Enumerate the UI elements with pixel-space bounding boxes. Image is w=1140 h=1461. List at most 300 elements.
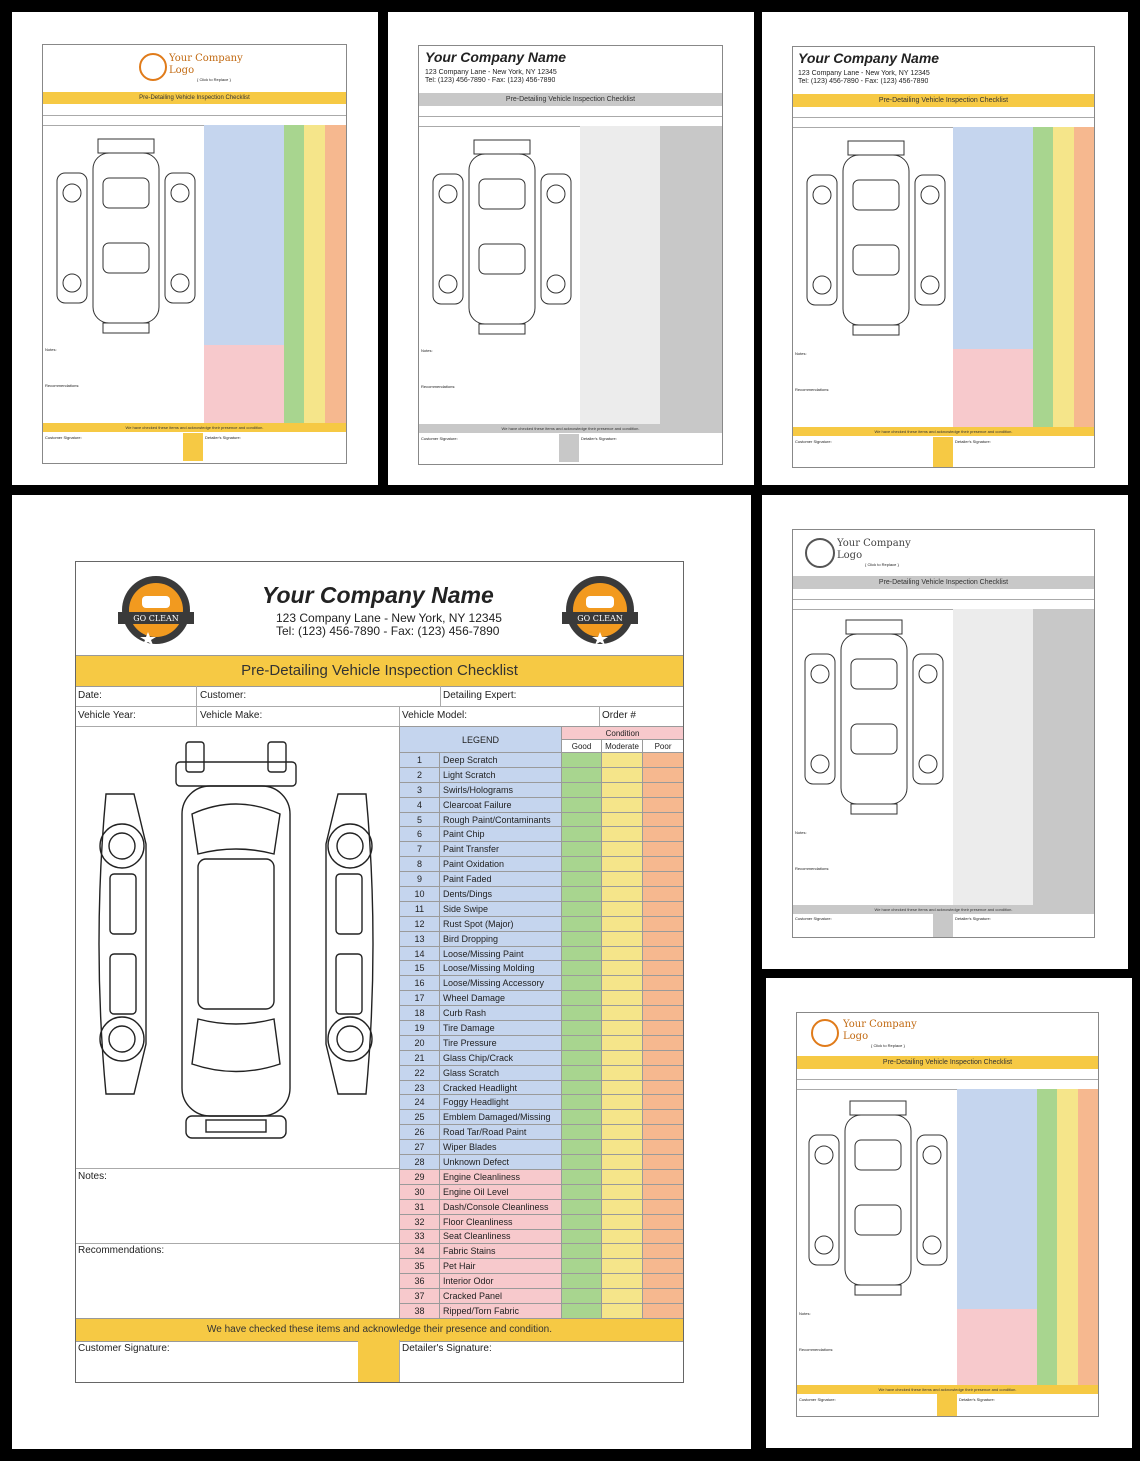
good-checkbox[interactable]: [562, 1214, 602, 1229]
moderate-checkbox[interactable]: [602, 961, 643, 976]
legend-number: 32: [400, 1214, 440, 1229]
legend-label: Loose/Missing Paint: [440, 946, 562, 961]
good-checkbox[interactable]: [562, 812, 602, 827]
acknowledgement: We have checked these items and acknowledge their presence and condition.: [793, 905, 1094, 914]
legend-table: [399, 726, 684, 1319]
acknowledgement: We have checked these items and acknowledge their presence and condition.: [43, 423, 346, 432]
legend-label: Interior Odor: [440, 1274, 562, 1289]
poor-checkbox[interactable]: [643, 1229, 684, 1244]
legend-row: [400, 1155, 684, 1170]
logo-line1: Your Company: [837, 538, 911, 549]
poor-checkbox[interactable]: [643, 1289, 684, 1304]
good-checkbox[interactable]: [562, 767, 602, 782]
legend-number: 26: [400, 1125, 440, 1140]
legend-label: Bird Dropping: [440, 931, 562, 946]
company-phone: Tel: (123) 456-7890 - Fax: (123) 456-7890: [798, 78, 929, 85]
badge-text: GO CLEAN: [577, 614, 623, 623]
poor-checkbox[interactable]: [643, 797, 684, 812]
legend-number: 2: [400, 767, 440, 782]
legend-row: [400, 1095, 684, 1110]
legend-gray-stripes: [953, 609, 1094, 905]
good-checkbox[interactable]: [562, 797, 602, 812]
legend-number: 7: [400, 842, 440, 857]
notes-label: Notes:: [795, 351, 807, 356]
moderate-checkbox[interactable]: [602, 1035, 643, 1050]
legend-row: [400, 1110, 684, 1125]
legend-number: 20: [400, 1035, 440, 1050]
good-checkbox[interactable]: [562, 991, 602, 1006]
company-name: Your Company Name: [262, 582, 494, 608]
checklist-title: Pre-Detailing Vehicle Inspection Checklist: [419, 93, 722, 106]
legend-row: [400, 1303, 684, 1318]
checklist-title: Pre-Detailing Vehicle Inspection Checklist: [76, 655, 683, 687]
legend-label: Glass Chip/Crack: [440, 1050, 562, 1065]
good-checkbox[interactable]: [562, 1199, 602, 1214]
legend-label: Loose/Missing Accessory: [440, 976, 562, 991]
poor-checkbox[interactable]: [643, 1050, 684, 1065]
moderate-checkbox[interactable]: [602, 872, 643, 887]
moderate-checkbox[interactable]: [602, 842, 643, 857]
legend-number: 3: [400, 782, 440, 797]
legend-row: [400, 976, 684, 991]
good-checkbox[interactable]: [562, 827, 602, 842]
good-checkbox[interactable]: [562, 1080, 602, 1095]
poor-checkbox[interactable]: [643, 1303, 684, 1318]
car-diagram: [53, 133, 199, 338]
detailer-signature-label: Detailer's Signature:: [955, 439, 991, 444]
good-checkbox[interactable]: [562, 782, 602, 797]
moderate-checkbox[interactable]: [602, 916, 643, 931]
legend-gray-stripes: [580, 126, 722, 424]
moderate-checkbox[interactable]: [602, 991, 643, 1006]
good-checkbox[interactable]: [562, 916, 602, 931]
moderate-checkbox[interactable]: [602, 1229, 643, 1244]
logo-icon: [805, 538, 835, 568]
legend-label: Loose/Missing Molding: [440, 961, 562, 976]
moderate-checkbox[interactable]: [602, 827, 643, 842]
good-checkbox[interactable]: [562, 1140, 602, 1155]
legend-number: 30: [400, 1184, 440, 1199]
good-checkbox[interactable]: [562, 931, 602, 946]
preview-sheet: [418, 45, 723, 465]
poor-checkbox[interactable]: [643, 901, 684, 916]
customer-signature-field[interactable]: [358, 1340, 399, 1382]
acknowledgement: We have checked these items and acknowledge their presence and condition.: [76, 1318, 683, 1342]
vehicle-year-label: Vehicle Year:: [78, 710, 136, 721]
legend-number: 4: [400, 797, 440, 812]
legend-row: [400, 872, 684, 887]
poor-checkbox[interactable]: [643, 782, 684, 797]
poor-checkbox[interactable]: [643, 767, 684, 782]
order-number-label: Order #: [602, 710, 636, 721]
legend-color-stripes: [204, 125, 346, 423]
legend-label: Rust Spot (Major): [440, 916, 562, 931]
legend-label: Engine Oil Level: [440, 1184, 562, 1199]
good-checkbox[interactable]: [562, 1035, 602, 1050]
good-checkbox[interactable]: [562, 1274, 602, 1289]
legend-row: [400, 827, 684, 842]
poor-checkbox[interactable]: [643, 1199, 684, 1214]
condition-header: Condition: [562, 727, 684, 740]
poor-checkbox[interactable]: [643, 1065, 684, 1080]
legend-row: [400, 1229, 684, 1244]
legend-label: Light Scratch: [440, 767, 562, 782]
good-checkbox[interactable]: [562, 1289, 602, 1304]
moderate-checkbox[interactable]: [602, 1214, 643, 1229]
legend-number: 6: [400, 827, 440, 842]
moderate-checkbox[interactable]: [602, 1303, 643, 1318]
notes-label: Notes:: [799, 1311, 811, 1316]
legend-label: Rough Paint/Contaminants: [440, 812, 562, 827]
moderate-checkbox[interactable]: [602, 797, 643, 812]
moderate-checkbox[interactable]: [602, 1244, 643, 1259]
poor-checkbox[interactable]: [643, 827, 684, 842]
legend-number: 11: [400, 901, 440, 916]
legend-row: [400, 1199, 684, 1214]
legend-number: 34: [400, 1244, 440, 1259]
date-label: Date:: [78, 690, 102, 701]
poor-checkbox[interactable]: [643, 842, 684, 857]
legend-number: 8: [400, 857, 440, 872]
legend-number: 23: [400, 1080, 440, 1095]
moderate-checkbox[interactable]: [602, 1125, 643, 1140]
poor-checkbox[interactable]: [643, 1021, 684, 1036]
poor-checkbox[interactable]: [643, 872, 684, 887]
company-address: 123 Company Lane - New York, NY 12345: [798, 70, 930, 77]
moderate-checkbox[interactable]: [602, 1199, 643, 1214]
legend-number: 31: [400, 1199, 440, 1214]
legend-number: 1: [400, 753, 440, 768]
legend-number: 14: [400, 946, 440, 961]
good-checkbox[interactable]: [562, 1229, 602, 1244]
legend-row: [400, 857, 684, 872]
good-checkbox[interactable]: [562, 872, 602, 887]
legend-row: [400, 991, 684, 1006]
poor-checkbox[interactable]: [643, 1155, 684, 1170]
good-checkbox[interactable]: [562, 1169, 602, 1184]
car-diagram: [803, 135, 949, 340]
logo-line2: Logo: [169, 65, 195, 76]
poor-checkbox[interactable]: [643, 1214, 684, 1229]
good-checkbox[interactable]: [562, 1006, 602, 1021]
detailer-signature-label: Detailer's Signature:: [205, 435, 241, 440]
moderate-checkbox[interactable]: [602, 782, 643, 797]
good-checkbox[interactable]: [562, 901, 602, 916]
good-checkbox[interactable]: [562, 1021, 602, 1036]
legend-label: Emblem Damaged/Missing: [440, 1110, 562, 1125]
preview-sheet: [42, 44, 347, 464]
logo-icon: [139, 53, 167, 81]
poor-checkbox[interactable]: [643, 1035, 684, 1050]
moderate-checkbox[interactable]: [602, 946, 643, 961]
legend-label: Clearcoat Failure: [440, 797, 562, 812]
good-checkbox[interactable]: [562, 753, 602, 768]
moderate-checkbox[interactable]: [602, 1274, 643, 1289]
poor-checkbox[interactable]: [643, 961, 684, 976]
good-checkbox[interactable]: [562, 857, 602, 872]
moderate-checkbox[interactable]: [602, 976, 643, 991]
moderate-checkbox[interactable]: [602, 857, 643, 872]
legend-number: 12: [400, 916, 440, 931]
company-address: 123 Company Lane - New York, NY 12345: [276, 611, 502, 625]
customer-signature-label: Customer Signature:: [421, 436, 458, 441]
legend-number: 13: [400, 931, 440, 946]
moderate-header: Moderate: [602, 740, 643, 753]
customer-signature-label: Customer Signature:: [795, 439, 832, 444]
legend-row: [400, 753, 684, 768]
logo-line2: Logo: [837, 550, 863, 561]
poor-checkbox[interactable]: [643, 1095, 684, 1110]
good-checkbox[interactable]: [562, 1155, 602, 1170]
moderate-checkbox[interactable]: [602, 812, 643, 827]
good-checkbox[interactable]: [562, 1244, 602, 1259]
detailer-signature-label: Detailer's Signature:: [402, 1343, 492, 1354]
moderate-checkbox[interactable]: [602, 1259, 643, 1274]
legend-row: [400, 916, 684, 931]
legend-label: Tire Damage: [440, 1021, 562, 1036]
moderate-checkbox[interactable]: [602, 1065, 643, 1080]
legend-row: [400, 797, 684, 812]
legend-row: [400, 1140, 684, 1155]
company-phone: Tel: (123) 456-7890 - Fax: (123) 456-7890: [425, 77, 556, 84]
legend-row: [400, 1184, 684, 1199]
customer-signature-label: Customer Signature:: [78, 1343, 170, 1354]
moderate-checkbox[interactable]: [602, 1095, 643, 1110]
legend-label: Cracked Headlight: [440, 1080, 562, 1095]
customer-label: Customer:: [200, 690, 247, 701]
moderate-checkbox[interactable]: [602, 1169, 643, 1184]
poor-checkbox[interactable]: [643, 946, 684, 961]
moderate-checkbox[interactable]: [602, 931, 643, 946]
template-preview-logo-gray[interactable]: [762, 495, 1128, 969]
vehicle-make-label: Vehicle Make:: [200, 710, 263, 721]
poor-checkbox[interactable]: [643, 753, 684, 768]
preview-sheet: [792, 46, 1095, 468]
legend-row: [400, 812, 684, 827]
legend-row: [400, 1259, 684, 1274]
legend-number: 33: [400, 1229, 440, 1244]
poor-checkbox[interactable]: [643, 1184, 684, 1199]
moderate-checkbox[interactable]: [602, 767, 643, 782]
template-preview-logo-color[interactable]: [12, 12, 378, 485]
legend-label: Paint Oxidation: [440, 857, 562, 872]
moderate-checkbox[interactable]: [602, 753, 643, 768]
good-checkbox[interactable]: [562, 1110, 602, 1125]
legend-number: 27: [400, 1140, 440, 1155]
detailer-signature-label: Detailer's Signature:: [959, 1397, 995, 1402]
legend-number: 28: [400, 1155, 440, 1170]
legend-number: 15: [400, 961, 440, 976]
poor-checkbox[interactable]: [643, 1274, 684, 1289]
car-diagram: [429, 134, 575, 339]
logo-hint: { Click to Replace }: [865, 562, 899, 567]
legend-number: 21: [400, 1050, 440, 1065]
checklist-title: Pre-Detailing Vehicle Inspection Checklist: [793, 576, 1094, 589]
legend-row: [400, 901, 684, 916]
moderate-checkbox[interactable]: [602, 887, 643, 902]
moderate-checkbox[interactable]: [602, 1184, 643, 1199]
detailer-signature-label: Detailer's Signature:: [581, 436, 617, 441]
legend-number: 22: [400, 1065, 440, 1080]
legend-number: 16: [400, 976, 440, 991]
legend-row: [400, 887, 684, 902]
recommendations-label: Recommendations:: [795, 387, 830, 392]
legend-row: [400, 1214, 684, 1229]
legend-number: 19: [400, 1021, 440, 1036]
moderate-checkbox[interactable]: [602, 1140, 643, 1155]
legend-label: Seat Cleanliness: [440, 1229, 562, 1244]
good-checkbox[interactable]: [562, 976, 602, 991]
vehicle-model-label: Vehicle Model:: [402, 710, 468, 721]
poor-checkbox[interactable]: [643, 991, 684, 1006]
checklist-title: Pre-Detailing Vehicle Inspection Checklist: [793, 94, 1094, 107]
legend-number: 17: [400, 991, 440, 1006]
poor-checkbox[interactable]: [643, 1110, 684, 1125]
legend-row: [400, 961, 684, 976]
poor-header: Poor: [643, 740, 684, 753]
moderate-checkbox[interactable]: [602, 1050, 643, 1065]
car-diagram: [801, 614, 947, 819]
legend-row: [400, 1125, 684, 1140]
good-checkbox[interactable]: [562, 1125, 602, 1140]
poor-checkbox[interactable]: [643, 857, 684, 872]
legend-number: 9: [400, 872, 440, 887]
acknowledgement: We have checked these items and acknowledge their presence and condition.: [797, 1385, 1098, 1394]
poor-checkbox[interactable]: [643, 1169, 684, 1184]
good-checkbox[interactable]: [562, 1303, 602, 1318]
legend-label: Wheel Damage: [440, 991, 562, 1006]
legend-label: Swirls/Holograms: [440, 782, 562, 797]
legend-header: LEGEND: [400, 727, 562, 753]
legend-number: 10: [400, 887, 440, 902]
moderate-checkbox[interactable]: [602, 1021, 643, 1036]
good-checkbox[interactable]: [562, 1050, 602, 1065]
legend-row: [400, 1289, 684, 1304]
template-preview-gray[interactable]: [388, 12, 754, 485]
legend-row: [400, 1021, 684, 1036]
badge-icon-right: [562, 572, 638, 648]
logo-hint: { Click to Replace }: [197, 77, 231, 82]
legend-number: 37: [400, 1289, 440, 1304]
legend-label: Paint Faded: [440, 872, 562, 887]
poor-checkbox[interactable]: [643, 812, 684, 827]
poor-checkbox[interactable]: [643, 1259, 684, 1274]
logo-line1: Your Company: [843, 1019, 917, 1030]
legend-row: [400, 1035, 684, 1050]
moderate-checkbox[interactable]: [602, 1155, 643, 1170]
detailer-signature-label: Detailer's Signature:: [955, 916, 991, 921]
vehicle-damage-diagram[interactable]: [86, 734, 386, 1154]
good-checkbox[interactable]: [562, 946, 602, 961]
legend-row: [400, 1274, 684, 1289]
poor-checkbox[interactable]: [643, 916, 684, 931]
legend-row: [400, 767, 684, 782]
legend-label: Paint Transfer: [440, 842, 562, 857]
template-preview-name-color[interactable]: [762, 12, 1128, 485]
poor-checkbox[interactable]: [643, 1244, 684, 1259]
good-checkbox[interactable]: [562, 1259, 602, 1274]
legend-number: 35: [400, 1259, 440, 1274]
legend-row: [400, 1050, 684, 1065]
good-checkbox[interactable]: [562, 1184, 602, 1199]
legend-label: Dents/Dings: [440, 887, 562, 902]
moderate-checkbox[interactable]: [602, 1110, 643, 1125]
legend-label: Curb Rash: [440, 1006, 562, 1021]
poor-checkbox[interactable]: [643, 887, 684, 902]
good-checkbox[interactable]: [562, 1065, 602, 1080]
legend-label: Dash/Console Cleanliness: [440, 1199, 562, 1214]
notes-label: Notes:: [795, 830, 807, 835]
moderate-checkbox[interactable]: [602, 901, 643, 916]
checklist-title: Pre-Detailing Vehicle Inspection Checklist: [797, 1056, 1098, 1069]
good-checkbox[interactable]: [562, 1095, 602, 1110]
customer-signature-label: Customer Signature:: [799, 1397, 836, 1402]
detailing-expert-label: Detailing Expert:: [443, 690, 517, 701]
logo-line2: Logo: [843, 1031, 869, 1042]
badge-text: GO CLEAN: [133, 614, 179, 623]
good-checkbox[interactable]: [562, 961, 602, 976]
poor-checkbox[interactable]: [643, 976, 684, 991]
legend-label: Road Tar/Road Paint: [440, 1125, 562, 1140]
legend-number: 36: [400, 1274, 440, 1289]
legend-color-stripes: [953, 127, 1094, 427]
legend-row: [400, 1065, 684, 1080]
notes-label: Notes:: [421, 348, 433, 353]
company-name: Your Company Name: [798, 50, 940, 66]
moderate-checkbox[interactable]: [602, 1289, 643, 1304]
legend-label: Engine Cleanliness: [440, 1169, 562, 1184]
recommendations-label: Recommendations:: [421, 384, 456, 389]
badge-icon-left: [118, 572, 194, 648]
legend-label: Cracked Panel: [440, 1289, 562, 1304]
legend-color-stripes: [957, 1089, 1098, 1385]
poor-checkbox[interactable]: [643, 1006, 684, 1021]
good-checkbox[interactable]: [562, 887, 602, 902]
poor-checkbox[interactable]: [643, 1125, 684, 1140]
recommendations-label: Recommendations:: [78, 1245, 165, 1256]
recommendations-label: Recommendations:: [45, 383, 80, 388]
legend-label: Ripped/Torn Fabric: [440, 1303, 562, 1318]
legend-row: [400, 782, 684, 797]
poor-checkbox[interactable]: [643, 931, 684, 946]
poor-checkbox[interactable]: [643, 1080, 684, 1095]
poor-checkbox[interactable]: [643, 1140, 684, 1155]
notes-label: Notes:: [45, 347, 57, 352]
acknowledgement: We have checked these items and acknowledge their presence and condition.: [419, 424, 722, 433]
legend-row: [400, 931, 684, 946]
moderate-checkbox[interactable]: [602, 1006, 643, 1021]
legend-number: 18: [400, 1006, 440, 1021]
car-diagram: [805, 1095, 951, 1300]
notes-label: Notes:: [78, 1171, 107, 1182]
legend-label: Tire Pressure: [440, 1035, 562, 1050]
legend-label: Glass Scratch: [440, 1065, 562, 1080]
logo-icon: [811, 1019, 839, 1047]
customer-signature-label: Customer Signature:: [45, 435, 82, 440]
legend-row: [400, 1244, 684, 1259]
legend-label: Side Swipe: [440, 901, 562, 916]
good-checkbox[interactable]: [562, 842, 602, 857]
legend-number: 5: [400, 812, 440, 827]
moderate-checkbox[interactable]: [602, 1080, 643, 1095]
legend-row: [400, 946, 684, 961]
legend-label: Unknown Defect: [440, 1155, 562, 1170]
logo-hint: { Click to Replace }: [871, 1043, 905, 1048]
company-address: 123 Company Lane - New York, NY 12345: [425, 69, 557, 76]
template-preview-logo-color-small[interactable]: [766, 978, 1132, 1448]
legend-number: 38: [400, 1303, 440, 1318]
company-name: Your Company Name: [425, 49, 567, 65]
